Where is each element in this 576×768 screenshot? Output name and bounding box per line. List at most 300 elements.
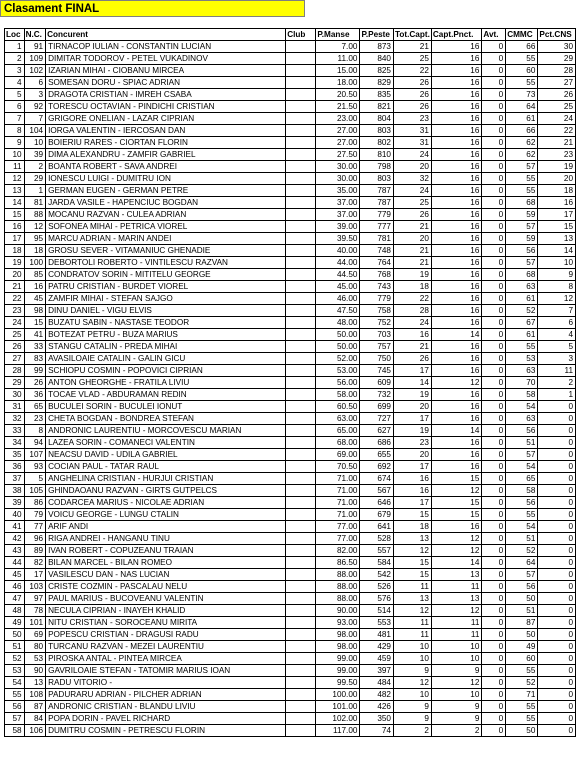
cell-club [286,533,316,545]
cell-nc: 79 [24,509,46,521]
cell-avt: 0 [482,641,506,653]
cell-p-manse: 44.50 [316,269,360,281]
cell-club [286,269,316,281]
cell-avt: 0 [482,353,506,365]
cell-pct-cns: 0 [538,677,576,689]
cell-cmmc: 68 [506,269,538,281]
column-header-club: Club [286,29,316,41]
cell-avt: 0 [482,665,506,677]
cell-p-manse: 37.00 [316,209,360,221]
cell-nc: 109 [24,53,46,65]
cell-loc: 19 [5,257,25,269]
cell-tot-capt: 26 [394,209,432,221]
cell-p-peste: 802 [360,137,394,149]
cell-cmmc: 51 [506,437,538,449]
cell-tot-capt: 10 [394,689,432,701]
cell-tot-capt: 25 [394,53,432,65]
cell-tot-capt: 13 [394,593,432,605]
cell-club [286,113,316,125]
cell-pct-cns: 2 [538,377,576,389]
cell-concurent: RADU VITORIO - [46,677,286,689]
cell-avt: 0 [482,305,506,317]
cell-cmmc: 57 [506,161,538,173]
cell-cmmc: 67 [506,317,538,329]
cell-p-peste: 528 [360,533,394,545]
cell-cmmc: 50 [506,593,538,605]
table-row [5,593,576,605]
table-row [5,425,576,437]
cell-loc: 46 [5,581,25,593]
cell-loc: 4 [5,77,25,89]
cell-loc: 8 [5,125,25,137]
cell-pct-cns: 0 [538,449,576,461]
cell-club [286,521,316,533]
cell-tot-capt: 9 [394,713,432,725]
cell-nc: 7 [24,113,46,125]
cell-capt-pnct: 16 [431,137,482,149]
cell-pct-cns: 0 [538,665,576,677]
cell-cmmc: 57 [506,221,538,233]
standings-table [4,28,576,737]
table-row [5,257,576,269]
cell-club [286,389,316,401]
cell-p-peste: 703 [360,329,394,341]
cell-loc: 57 [5,713,25,725]
cell-loc: 1 [5,41,25,53]
cell-tot-capt: 17 [394,413,432,425]
table-row [5,281,576,293]
cell-avt: 0 [482,185,506,197]
cell-club [286,665,316,677]
cell-capt-pnct: 15 [431,473,482,485]
cell-tot-capt: 20 [394,449,432,461]
cell-tot-capt: 18 [394,521,432,533]
cell-concurent: PATRU CRISTIAN - BURDET VIOREL [46,281,286,293]
cell-p-peste: 567 [360,485,394,497]
cell-tot-capt: 11 [394,581,432,593]
cell-p-manse: 117.00 [316,725,360,737]
column-header-avt: Avt. [482,29,506,41]
cell-loc: 52 [5,653,25,665]
cell-nc: 93 [24,461,46,473]
cell-pct-cns: 0 [538,701,576,713]
cell-concurent: BOANTA ROBERT - SAVA ANDREI [46,161,286,173]
cell-avt: 0 [482,113,506,125]
cell-p-peste: 350 [360,713,394,725]
table-row [5,101,576,113]
cell-p-peste: 426 [360,701,394,713]
cell-loc: 45 [5,569,25,581]
column-header-concurent: Concurent [46,29,286,41]
cell-concurent: NEACSU DAVID - UDILA GABRIEL [46,449,286,461]
cell-capt-pnct: 16 [431,245,482,257]
cell-avt: 0 [482,521,506,533]
table-row [5,377,576,389]
cell-capt-pnct: 16 [431,125,482,137]
cell-club [286,653,316,665]
table-row [5,545,576,557]
cell-pct-cns: 0 [538,509,576,521]
cell-capt-pnct: 16 [431,389,482,401]
cell-p-manse: 90.00 [316,605,360,617]
cell-cmmc: 51 [506,605,538,617]
table-row [5,365,576,377]
cell-avt: 0 [482,329,506,341]
cell-avt: 0 [482,125,506,137]
cell-club [286,557,316,569]
cell-avt: 0 [482,557,506,569]
cell-tot-capt: 16 [394,473,432,485]
cell-concurent: TIRNACOP IULIAN - CONSTANTIN LUCIAN [46,41,286,53]
cell-p-peste: 804 [360,113,394,125]
cell-nc: 16 [24,281,46,293]
cell-avt: 0 [482,101,506,113]
cell-nc: 98 [24,305,46,317]
table-row [5,233,576,245]
cell-loc: 54 [5,677,25,689]
cell-capt-pnct: 16 [431,401,482,413]
cell-p-manse: 50.00 [316,341,360,353]
cell-club [286,509,316,521]
cell-cmmc: 50 [506,725,538,737]
cell-p-manse: 63.00 [316,413,360,425]
table-row [5,449,576,461]
cell-capt-pnct: 12 [431,677,482,689]
cell-capt-pnct: 16 [431,77,482,89]
cell-loc: 15 [5,209,25,221]
column-header-capt-pnct: Capt.Pnct. [431,29,482,41]
cell-p-manse: 27.00 [316,125,360,137]
cell-club [286,437,316,449]
cell-loc: 11 [5,161,25,173]
cell-loc: 30 [5,389,25,401]
cell-p-peste: 798 [360,161,394,173]
cell-concurent: NECULA CIPRIAN - INAYEH KHALID [46,605,286,617]
table-row [5,53,576,65]
cell-club [286,65,316,77]
cell-tot-capt: 21 [394,245,432,257]
cell-tot-capt: 24 [394,185,432,197]
cell-concurent: ANGHELINA CRISTIAN - HURJUI CRISTIAN [46,473,286,485]
cell-avt: 0 [482,569,506,581]
cell-p-manse: 30.00 [316,161,360,173]
cell-capt-pnct: 12 [431,545,482,557]
cell-p-manse: 71.00 [316,497,360,509]
cell-club [286,401,316,413]
cell-club [286,221,316,233]
cell-concurent: DRAGOTA CRISTIAN - IMREH CSABA [46,89,286,101]
cell-loc: 50 [5,629,25,641]
cell-cmmc: 64 [506,557,538,569]
cell-cmmc: 55 [506,53,538,65]
cell-p-peste: 699 [360,401,394,413]
cell-loc: 17 [5,233,25,245]
cell-concurent: AVASILOAIE CATALIN - GALIN GICU [46,353,286,365]
cell-p-peste: 764 [360,257,394,269]
cell-concurent: BOIERIU RARES - CIORTAN FLORIN [46,137,286,149]
cell-club [286,353,316,365]
cell-p-manse: 56.00 [316,377,360,389]
cell-p-peste: 803 [360,125,394,137]
cell-nc: 105 [24,485,46,497]
cell-cmmc: 56 [506,497,538,509]
cell-capt-pnct: 16 [431,113,482,125]
cell-pct-cns: 29 [538,53,576,65]
cell-loc: 39 [5,497,25,509]
cell-concurent: DIMA ALEXANDRU - ZAMFIR GABRIEL [46,149,286,161]
cell-p-manse: 53.00 [316,365,360,377]
column-header-p-peste: P.Peste [360,29,394,41]
cell-p-manse: 39.50 [316,233,360,245]
cell-nc: 3 [24,89,46,101]
cell-p-manse: 71.00 [316,485,360,497]
cell-avt: 0 [482,161,506,173]
cell-p-peste: 732 [360,389,394,401]
cell-p-manse: 88.00 [316,593,360,605]
cell-p-manse: 71.00 [316,473,360,485]
cell-pct-cns: 14 [538,245,576,257]
cell-nc: 91 [24,41,46,53]
cell-club [286,689,316,701]
cell-cmmc: 65 [506,473,538,485]
cell-tot-capt: 9 [394,665,432,677]
cell-concurent: ARIF ANDI [46,521,286,533]
cell-club [286,89,316,101]
cell-loc: 22 [5,293,25,305]
cell-avt: 0 [482,257,506,269]
cell-loc: 55 [5,689,25,701]
cell-concurent: LAZEA SORIN - COMANECI VALENTIN [46,437,286,449]
cell-p-manse: 7.00 [316,41,360,53]
cell-cmmc: 63 [506,365,538,377]
cell-avt: 0 [482,689,506,701]
cell-loc: 53 [5,665,25,677]
cell-avt: 0 [482,197,506,209]
cell-p-peste: 745 [360,365,394,377]
cell-pct-cns: 6 [538,317,576,329]
cell-p-peste: 777 [360,221,394,233]
cell-tot-capt: 2 [394,725,432,737]
cell-loc: 41 [5,521,25,533]
cell-club [286,305,316,317]
cell-avt: 0 [482,89,506,101]
cell-tot-capt: 20 [394,161,432,173]
cell-cmmc: 50 [506,629,538,641]
cell-concurent: IZARIAN MIHAI - CIOBANU MIRCEA [46,65,286,77]
cell-loc: 56 [5,701,25,713]
cell-nc: 83 [24,353,46,365]
cell-club [286,257,316,269]
cell-club [286,233,316,245]
cell-p-manse: 102.00 [316,713,360,725]
title-banner [0,0,305,17]
cell-cmmc: 71 [506,689,538,701]
cell-capt-pnct: 14 [431,557,482,569]
cell-avt: 0 [482,293,506,305]
cell-p-peste: 74 [360,725,394,737]
cell-avt: 0 [482,497,506,509]
cell-p-peste: 743 [360,281,394,293]
cell-cmmc: 60 [506,65,538,77]
cell-nc: 26 [24,377,46,389]
cell-capt-pnct: 16 [431,89,482,101]
cell-cmmc: 55 [506,341,538,353]
cell-concurent: TURCANU RAZVAN - MEZEI LAURENTIU [46,641,286,653]
cell-cmmc: 68 [506,197,538,209]
cell-concurent: DIMITAR TODOROV - PETEL VUKADINOV [46,53,286,65]
cell-capt-pnct: 16 [431,341,482,353]
cell-pct-cns: 0 [538,485,576,497]
cell-pct-cns: 0 [538,437,576,449]
column-header-cmmc: CMMC [506,29,538,41]
cell-concurent: STANGU CATALIN - PREDA MIHAI [46,341,286,353]
cell-capt-pnct: 12 [431,485,482,497]
cell-nc: 23 [24,413,46,425]
cell-p-peste: 835 [360,89,394,101]
cell-tot-capt: 15 [394,557,432,569]
cell-nc: 95 [24,233,46,245]
cell-club [286,545,316,557]
cell-loc: 29 [5,377,25,389]
cell-tot-capt: 22 [394,65,432,77]
cell-p-manse: 65.00 [316,425,360,437]
cell-capt-pnct: 14 [431,329,482,341]
cell-p-peste: 482 [360,689,394,701]
cell-avt: 0 [482,485,506,497]
table-row [5,413,576,425]
cell-capt-pnct: 16 [431,209,482,221]
cell-club [286,725,316,737]
cell-pct-cns: 30 [538,41,576,53]
cell-concurent: SOMESAN DORU - SPIAC ADRIAN [46,77,286,89]
cell-tot-capt: 14 [394,377,432,389]
cell-loc: 36 [5,461,25,473]
cell-p-manse: 47.50 [316,305,360,317]
cell-capt-pnct: 16 [431,257,482,269]
cell-club [286,449,316,461]
cell-nc: 6 [24,77,46,89]
table-row [5,173,576,185]
cell-concurent: MOCANU RAZVAN - CULEA ADRIAN [46,209,286,221]
cell-p-manse: 58.00 [316,389,360,401]
cell-pct-cns: 1 [538,389,576,401]
table-row [5,557,576,569]
cell-concurent: GERMAN EUGEN - GERMAN PETRE [46,185,286,197]
cell-p-peste: 692 [360,461,394,473]
cell-nc: 41 [24,329,46,341]
cell-loc: 27 [5,353,25,365]
cell-p-manse: 37.00 [316,197,360,209]
cell-capt-pnct: 16 [431,365,482,377]
cell-avt: 0 [482,209,506,221]
cell-pct-cns: 20 [538,173,576,185]
table-row [5,353,576,365]
cell-nc: 89 [24,545,46,557]
cell-cmmc: 53 [506,353,538,365]
cell-nc: 90 [24,665,46,677]
cell-pct-cns: 15 [538,221,576,233]
cell-club [286,425,316,437]
cell-nc: 82 [24,557,46,569]
cell-tot-capt: 21 [394,341,432,353]
cell-cmmc: 51 [506,533,538,545]
cell-concurent: JARDA VASILE - HAPENCIUC BOGDAN [46,197,286,209]
cell-pct-cns: 0 [538,689,576,701]
table-row [5,389,576,401]
cell-tot-capt: 23 [394,113,432,125]
cell-cmmc: 57 [506,449,538,461]
cell-p-peste: 674 [360,473,394,485]
cell-cmmc: 55 [506,713,538,725]
cell-concurent: VASILESCU DAN - NAS LUCIAN [46,569,286,581]
cell-tot-capt: 21 [394,221,432,233]
cell-pct-cns: 0 [538,593,576,605]
cell-cmmc: 58 [506,389,538,401]
cell-avt: 0 [482,533,506,545]
cell-club [286,77,316,89]
table-row [5,533,576,545]
cell-club [286,125,316,137]
table-row [5,137,576,149]
cell-tot-capt: 10 [394,653,432,665]
table-row [5,521,576,533]
cell-concurent: ANDRONIC CRISTIAN - BLANDU LIVIU [46,701,286,713]
cell-concurent: DUMITRU COSMIN - PETRESCU FLORIN [46,725,286,737]
cell-club [286,641,316,653]
cell-nc: 80 [24,641,46,653]
cell-p-peste: 609 [360,377,394,389]
cell-avt: 0 [482,65,506,77]
cell-avt: 0 [482,413,506,425]
cell-cmmc: 56 [506,581,538,593]
table-row [5,485,576,497]
cell-nc: 103 [24,581,46,593]
cell-pct-cns: 5 [538,341,576,353]
table-row [5,701,576,713]
cell-concurent: PADURARU ADRIAN - PILCHER ADRIAN [46,689,286,701]
cell-tot-capt: 23 [394,437,432,449]
cell-nc: 100 [24,257,46,269]
cell-p-peste: 679 [360,509,394,521]
cell-tot-capt: 26 [394,353,432,365]
cell-nc: 86 [24,497,46,509]
cell-p-peste: 584 [360,557,394,569]
cell-p-peste: 542 [360,569,394,581]
table-row [5,461,576,473]
cell-pct-cns: 12 [538,293,576,305]
cell-avt: 0 [482,629,506,641]
cell-club [286,341,316,353]
cell-avt: 0 [482,53,506,65]
cell-p-peste: 779 [360,209,394,221]
cell-nc: 53 [24,653,46,665]
cell-nc: 99 [24,365,46,377]
cell-avt: 0 [482,137,506,149]
cell-concurent: CONDRATOV SORIN - MITITELU GEORGE [46,269,286,281]
table-row [5,113,576,125]
table-row [5,293,576,305]
table-row [5,401,576,413]
cell-avt: 0 [482,593,506,605]
table-row [5,77,576,89]
cell-nc: 107 [24,449,46,461]
cell-concurent: POPESCU CRISTIAN - DRAGUSI RADU [46,629,286,641]
cell-avt: 0 [482,653,506,665]
cell-cmmc: 55 [506,509,538,521]
cell-concurent: SOFONEA MIHAI - PETRICA VIOREL [46,221,286,233]
cell-tot-capt: 10 [394,641,432,653]
table-row [5,149,576,161]
